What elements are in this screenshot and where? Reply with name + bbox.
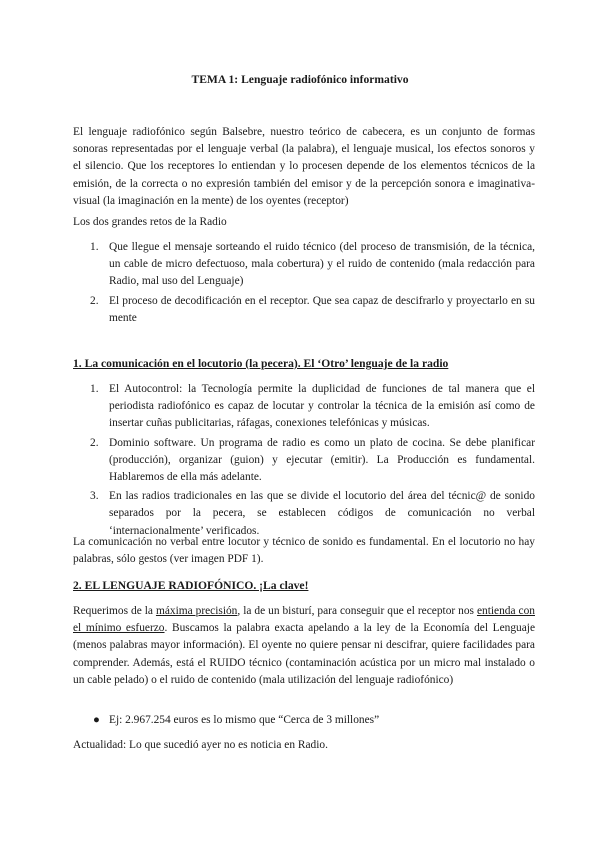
list-number: 2. — [90, 294, 99, 307]
section2-heading: 2. EL LENGUAJE RADIOFÓNICO. ¡La clave! — [73, 579, 309, 592]
list-item-text: El Autocontrol: la Tecnología permite la duplicidad de funciones de tal manera que el periodista radiofónico es capaz de locutar y controlar la técnica de la emisión así como de insertar cuñas publicitarias, ráfagas, conexiones telefónicas y músicas. — [109, 383, 535, 430]
list-item — [73, 435, 535, 487]
retos-list — [73, 239, 535, 327]
list-number: 1. — [90, 383, 99, 395]
list-item-text: En las radios tradicionales en las que se divide el locutorio del área del técnic@ de sonido separados por la pecera, se establecen códigos de comunicación no verbal ‘internacionalmente’ verificados. — [109, 490, 535, 537]
section1-list — [73, 381, 535, 540]
underlined-text: entienda con el mínimo esfuerzo — [73, 605, 535, 635]
section1-heading: 1. La comunicación en el locutorio (la pecera). El ‘Otro’ lenguaje de la radio — [73, 357, 449, 370]
underlined-text: máxima precisión — [155, 605, 238, 617]
list-item — [73, 488, 535, 540]
list-item-text: El proceso de decodificación en el receptor. Que sea capaz de descifrarlo y proyectarlo en su mente — [109, 294, 535, 324]
list-number: 1. — [90, 241, 99, 253]
list-number: 3. — [90, 490, 99, 503]
list-item — [73, 712, 535, 729]
list-item — [73, 293, 535, 327]
list-item — [73, 381, 535, 433]
bullet-icon: ● — [93, 714, 100, 726]
list-item-text: Dominio software. Un programa de radio es como un plato de cocina. Se debe planificar (producción), organizar (guion) y ejecutar (emitir). La Producción es fundamental. Hablaremos de ella más adelante. — [109, 436, 535, 484]
section1-closing: La comunicación no verbal entre locutor y técnico de sonido es fundamental. En el locutorio no hay palabras, sólo gestos (ver imagen PDF 1). — [73, 536, 535, 566]
paragraph-text: , la de un bisturí, para conseguir que el receptor nos — [237, 605, 477, 617]
list-item — [73, 239, 535, 291]
paragraph-text: Requerimos de la — [73, 605, 156, 617]
section2-paragraph — [73, 603, 535, 689]
retos-heading: Los dos grandes retos de la Radio — [73, 216, 227, 228]
intro-paragraph: El lenguaje radiofónico según Balsebre, nuestro teórico de cabecera, es un conjunto de formas sonoras representadas por el lenguaje verbal (la palabra), el lenguaje musical, los efectos sonoros y el silencio. Que los receptores lo entiendan y lo procesen depende de los elementos técnicos de la emisión, de la correcta o no expresión también del emisor y de la percepción sonora e imaginativa-visual (la imaginación en la mente) de los oyentes (receptor) — [73, 126, 535, 207]
document-title: TEMA 1: Lenguaje radiofónico informativo — [191, 73, 409, 86]
paragraph-text: . Buscamos la palabra exacta apelando a la ley de la Economía del Lenguaje (menos palabras mayor información). El oyente no quiere pensar ni descifrar, quiere facilidades para comprender. Además, está el RUIDO técnico (contaminación acústica por un micro mal instalado o un cable pelado) o el ruido de contenido (mala utilización del lenguaje radiofónico) — [73, 622, 535, 686]
section2-bullet-list — [73, 712, 535, 729]
actualidad-line: Actualidad: Lo que sucedió ayer no es noticia en Radio. — [73, 739, 328, 751]
list-item-text: Ej: 2.967.254 euros es lo mismo que “Cerca de 3 millones” — [109, 714, 380, 726]
list-number: 2. — [90, 436, 99, 449]
list-item-text: Que llegue el mensaje sorteando el ruido técnico (del proceso de transmisión, de la técnica, un cable de micro defectuoso, mala cobertura) y el ruido de contenido (mala redacción para Radio, mal uso del Lenguaje) — [109, 241, 535, 288]
